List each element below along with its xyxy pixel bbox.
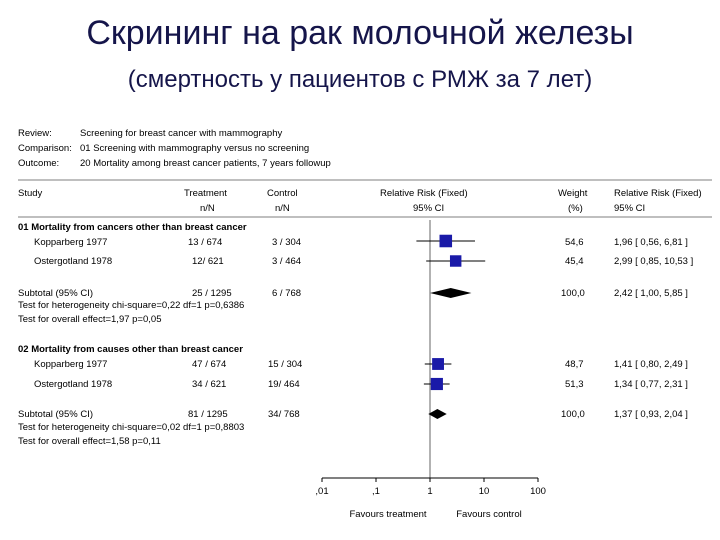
subtotal-treatment: 25 / 1295 [192, 288, 232, 299]
study-ci: 1,34 [ 0,77, 2,31 ] [614, 379, 688, 390]
subtotal-label: Subtotal (95% CI) [18, 409, 93, 420]
study-weight: 51,3 [565, 379, 584, 390]
study-name: Kopparberg 1977 [34, 359, 108, 370]
subtotal-diamond [430, 288, 471, 298]
heterogeneity-test: Test for heterogeneity chi-square=0,02 df=1 p=0,8803 [18, 422, 245, 433]
control-subheader: n/N [275, 203, 290, 214]
study-weight: 45,4 [565, 256, 584, 267]
review-label: Review: [18, 128, 52, 139]
study-control: 19/ 464 [268, 379, 300, 390]
study-header: Study [18, 188, 43, 199]
effect-marker [440, 235, 453, 248]
study-ci: 1,96 [ 0,56, 6,81 ] [614, 237, 688, 248]
x-tick-label: 10 [478, 486, 490, 497]
x-tick-label: ,1 [372, 486, 380, 497]
rr2-header: Relative Risk (Fixed) [614, 188, 702, 199]
subtotal-control: 34/ 768 [268, 409, 300, 420]
comparison-label: Comparison: [18, 143, 72, 154]
study-control: 15 / 304 [268, 359, 303, 370]
weight-header: Weight [558, 188, 588, 199]
group-title: 02 Mortality from causes other than breast cancer [18, 344, 243, 355]
x-tick-label: 100 [530, 486, 546, 497]
favours-treatment-label: Favours treatment [349, 509, 427, 520]
x-tick-label: ,01 [315, 486, 329, 497]
heterogeneity-test: Test for heterogeneity chi-square=0,22 df=1 p=0,6386 [18, 300, 245, 311]
study-name: Ostergotland 1978 [34, 379, 113, 390]
study-treatment: 34 / 621 [192, 379, 227, 390]
effect-marker [432, 358, 444, 370]
study-name: Kopparberg 1977 [34, 237, 108, 248]
overall-effect-test: Test for overall effect=1,58 p=0,11 [18, 436, 161, 447]
treatment-subheader: n/N [200, 203, 215, 214]
study-control: 3 / 304 [272, 237, 302, 248]
outcome-label: Outcome: [18, 158, 60, 169]
outcome-value: 20 Mortality among breast cancer patients, 7 years followup [80, 158, 331, 169]
effect-marker [431, 378, 443, 390]
study-control: 3 / 464 [272, 256, 302, 267]
subtotal-control: 6 / 768 [272, 288, 302, 299]
x-tick-label: 1 [427, 486, 433, 497]
subtotal-label: Subtotal (95% CI) [18, 288, 93, 299]
control-header: Control [267, 188, 298, 199]
study-name: Ostergotland 1978 [34, 256, 113, 267]
effect-marker [450, 255, 461, 266]
study-weight: 48,7 [565, 359, 584, 370]
rr-header: Relative Risk (Fixed) [380, 188, 468, 199]
subtotal-weight: 100,0 [561, 288, 585, 299]
subtotal-diamond [428, 409, 446, 419]
comparison-value: 01 Screening with mammography versus no screening [80, 143, 310, 154]
treatment-header: Treatment [184, 188, 227, 199]
study-weight: 54,6 [565, 237, 584, 248]
rr2-subheader: 95% CI [614, 203, 646, 214]
review-value: Screening for breast cancer with mammography [80, 128, 283, 139]
study-treatment: 47 / 674 [192, 359, 227, 370]
subtotal-ci: 2,42 [ 1,00, 5,85 ] [614, 288, 688, 299]
subtotal-ci: 1,37 [ 0,93, 2,04 ] [614, 409, 688, 420]
page-title: Скрининг на рак молочной железы [86, 14, 634, 52]
study-treatment: 13 / 674 [188, 237, 223, 248]
overall-effect-test: Test for overall effect=1,97 p=0,05 [18, 314, 162, 325]
study-ci: 1,41 [ 0,80, 2,49 ] [614, 359, 688, 370]
subtotal-weight: 100,0 [561, 409, 585, 420]
group-title: 01 Mortality from cancers other than breast cancer [18, 222, 247, 233]
favours-control-label: Favours control [456, 509, 522, 520]
page-subtitle: (смертность у пациентов с РМЖ за 7 лет) [127, 66, 593, 93]
rr-subheader: 95% CI [413, 203, 445, 214]
subtotal-treatment: 81 / 1295 [188, 409, 228, 420]
weight-subheader: (%) [568, 203, 583, 214]
study-ci: 2,99 [ 0,85, 10,53 ] [614, 256, 694, 267]
study-treatment: 12/ 621 [192, 256, 224, 267]
